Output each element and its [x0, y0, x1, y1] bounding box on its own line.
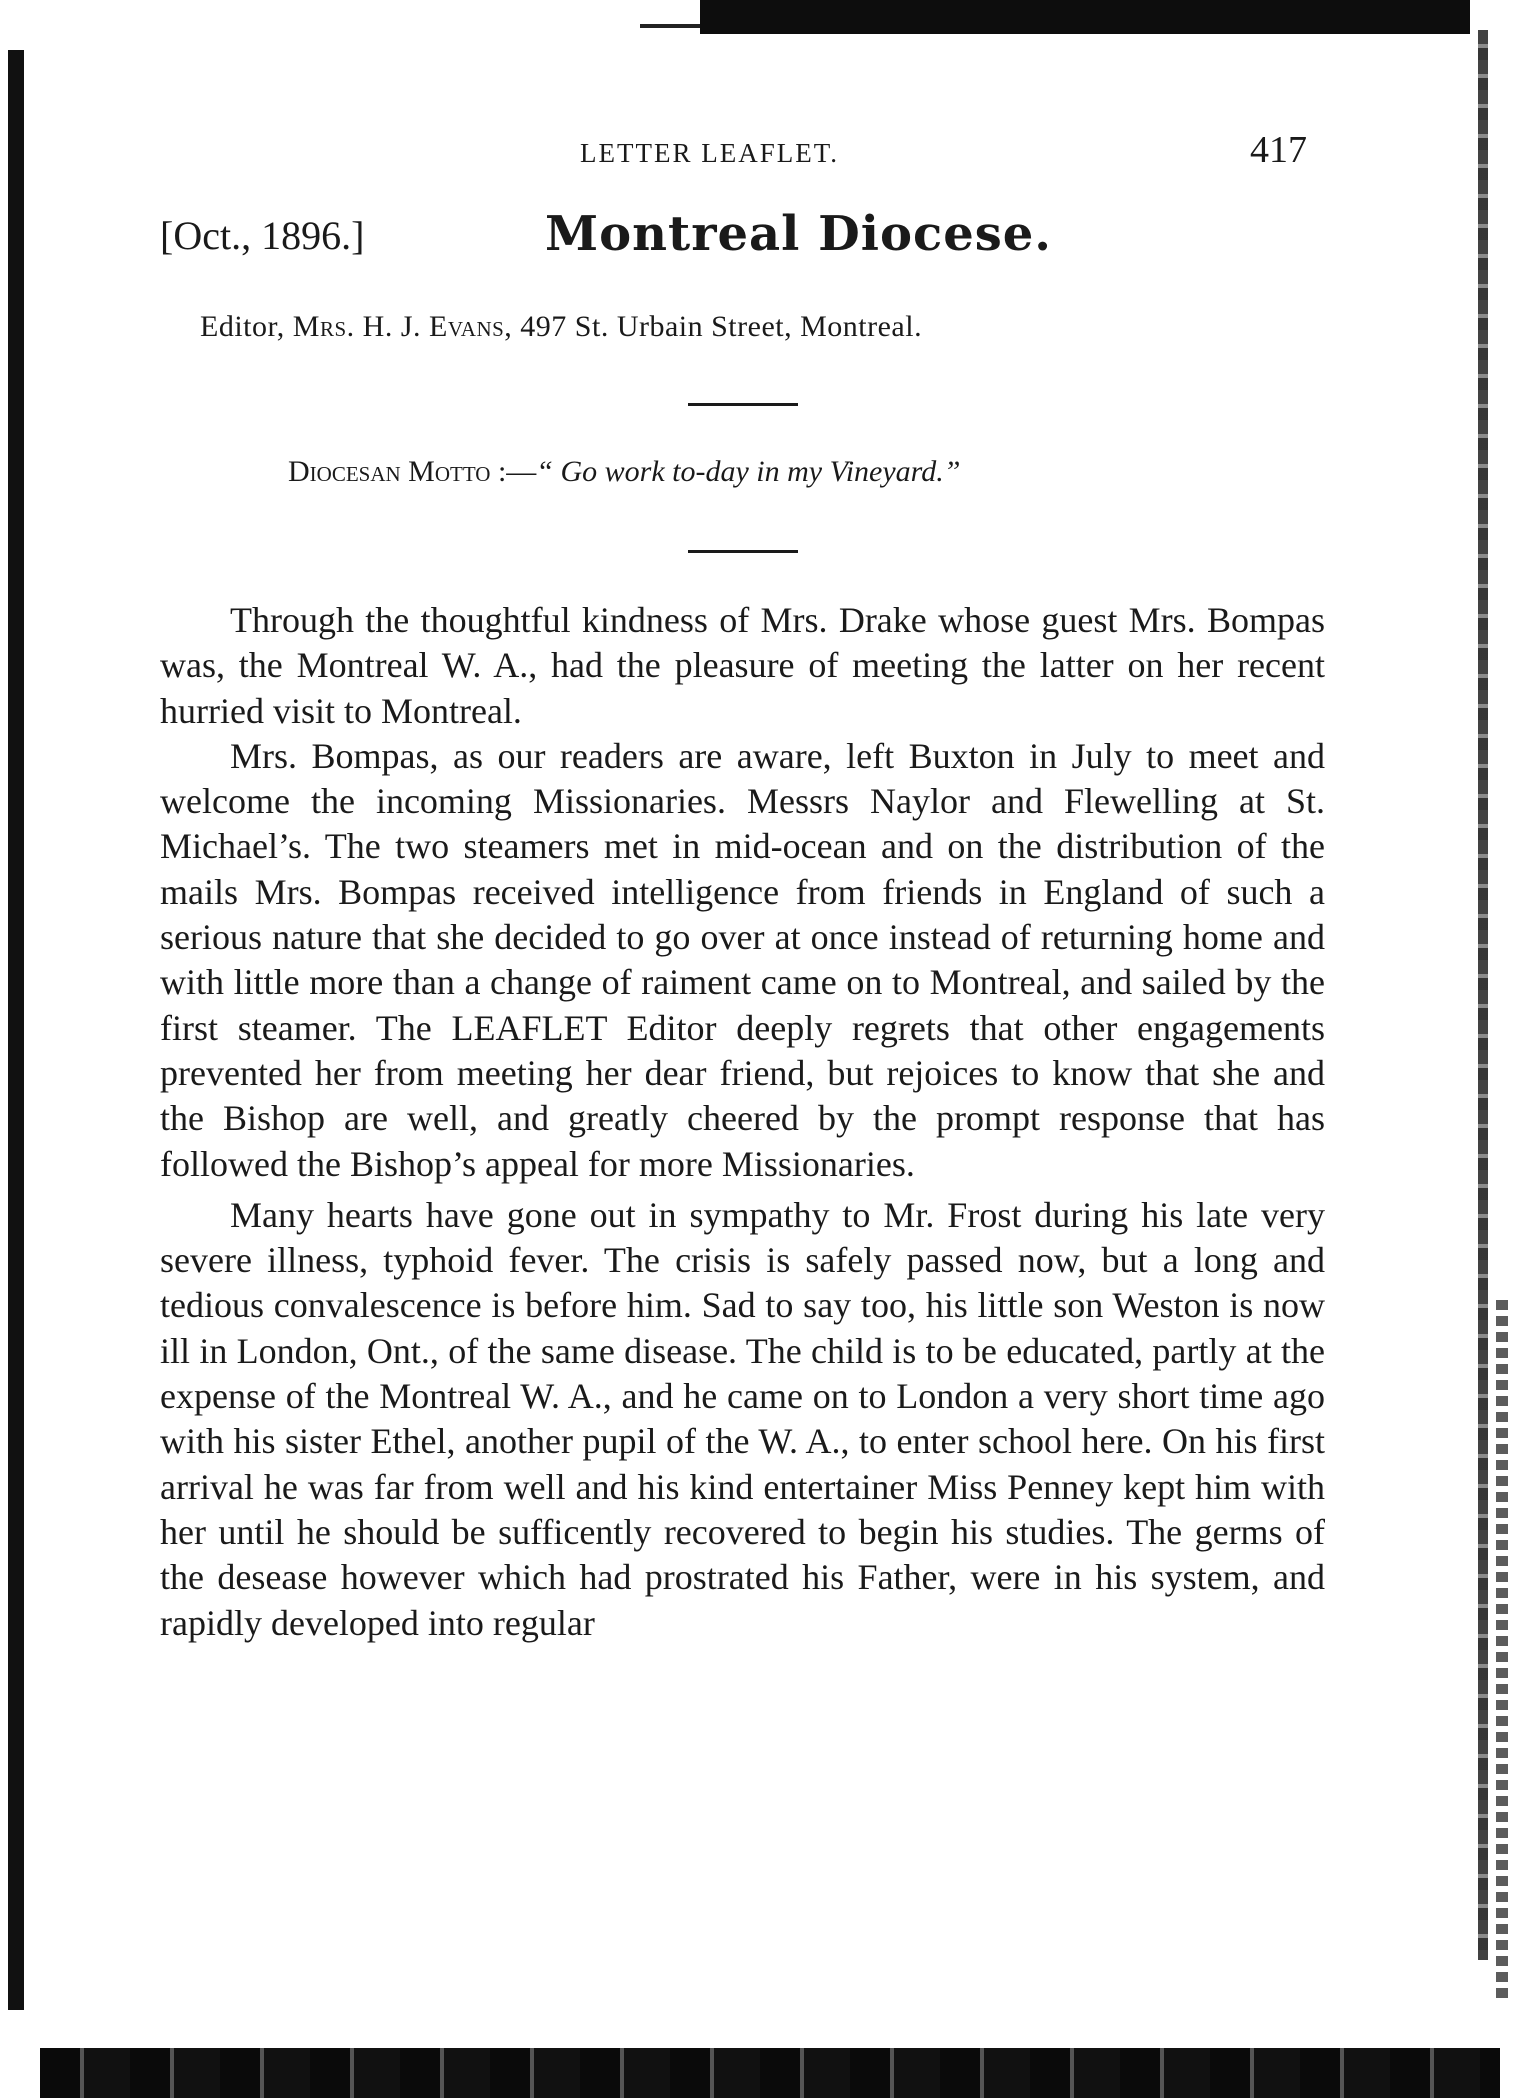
- document-page: [160, 0, 1340, 2040]
- page-number: 417: [1250, 129, 1307, 171]
- diocesan-motto: [288, 455, 1288, 489]
- scan-edge-right: [1478, 30, 1488, 1960]
- paragraph: Through the thoughtful kindness of Mrs. Drake whose guest Mrs. Bompas was, the Montreal W. A., had the pleasure of meeting the latter on her recent hurried visit to Montreal.: [160, 600, 1325, 731]
- scan-edge-right-outer: [1496, 1300, 1508, 2000]
- paragraph: Mrs. Bompas, as our readers are aware, left Buxton in July to meet and welcome the incoming Missionaries. Messrs Naylor and Flewelling at St. Michael’s. The two steamers met in mid-ocean and on the distribution of the mails Mrs. Bompas received intelligence from friends in England of such a serious nature that she decided to go over at once instead of returning home and with little more than a change of raiment came on to Montreal, and sailed by the first steamer. The LEAFLET Editor deeply regrets that other engagements prevented her from meeting her dear friend, but rejoices to know that she and the Bishop are well, and greatly cheered by the prompt response that has followed the Bishop’s appeal for more Missionaries.: [160, 735, 1325, 1184]
- motto-label: Diocesan Motto: [288, 455, 491, 488]
- running-head: LETTER LEAFLET.: [580, 138, 839, 168]
- scan-edge-left: [8, 50, 24, 2010]
- section-title: Montreal Diocese.: [545, 206, 1053, 262]
- scan-edge-bottom: [40, 2048, 1500, 2098]
- paragraph: Many hearts have gone out in sympathy to Mr. Frost during his late very severe illness, typhoid fever. The crisis is safely passed now, but a long and tedious convalescence is before him. Sad to say too, his little son Weston is now ill in London, Ont., of the same disease. The child is to be educated, partly at the expense of the Montreal W. A., and he came on to London a very short time ago with his sister Ethel, another pupil of the W. A., to enter school here. On his first arrival he was far from well and his kind entertainer Miss Penney kept him with her until he should be sufficently recovered to begin his studies. The germs of the desease however which had prostrated his Father, were in his system, and rapidly developed into regular: [160, 1194, 1325, 1643]
- editor-prefix: Editor,: [200, 310, 293, 343]
- article-body: [160, 598, 1325, 1646]
- motto-separator: :—: [490, 455, 537, 488]
- issue-date: [Oct., 1896.]: [160, 213, 365, 258]
- divider-rule-lower: [688, 550, 798, 553]
- editor-name: Mrs. H. J. Evans: [292, 310, 505, 343]
- divider-rule-upper: [688, 403, 798, 406]
- editor-line: [200, 310, 1300, 344]
- motto-text: “ Go work to-day in my Vineyard.”: [536, 455, 961, 488]
- editor-address: , 497 St. Urbain Street, Montreal.: [504, 310, 923, 343]
